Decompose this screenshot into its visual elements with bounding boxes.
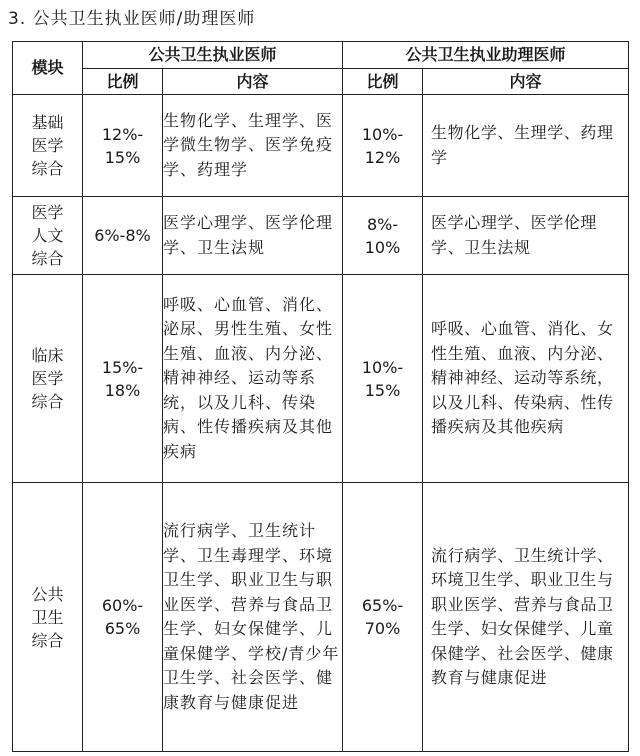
- assistant-content-cell: 医学心理学、医学伦理学、卫生法规: [423, 197, 629, 275]
- assistant-content-cell: 呼吸、心血管、消化、女性生殖、血液、内分泌、精神神经、运动等系统，以及儿科、传染病、性传播疾病及其他疾病: [423, 275, 629, 483]
- ratio-line: 12%-: [101, 124, 144, 144]
- module-line: 医学: [31, 369, 64, 388]
- ratio-line: 8%-: [366, 214, 399, 234]
- physician-content-cell: 生物化学、生理学、医学微生物学、医学免疫学、药理学: [163, 95, 343, 197]
- ratio-line: 12%: [364, 147, 401, 167]
- table-row: [13, 483, 629, 752]
- table-row: [13, 197, 629, 275]
- physician-ratio-cell: [83, 95, 163, 197]
- module-cell: [13, 197, 83, 275]
- header-physician: 公共卫生执业医师: [83, 42, 343, 69]
- ratio-line: 6%-8%: [94, 226, 151, 245]
- assistant-ratio-cell: [343, 275, 423, 483]
- ratio-line: 60%-: [101, 596, 144, 615]
- ratio-line: 70%: [364, 619, 401, 638]
- header-row-1: [13, 42, 629, 69]
- header-assistant-ratio: 比例: [343, 69, 423, 95]
- ratio-line: 10%-: [361, 124, 404, 144]
- module-line: 人文: [31, 226, 64, 245]
- module-line: 综合: [31, 249, 64, 268]
- header-physician-content: 内容: [163, 69, 343, 95]
- table-row: [13, 95, 629, 197]
- module-line: 综合: [31, 159, 64, 178]
- ratio-line: 15%-: [101, 357, 144, 377]
- header-row-2: [13, 69, 629, 95]
- physician-content-cell: 呼吸、心血管、消化、泌尿、男性生殖、女性生殖、血液、内分泌、精神神经、运动等系统，以及儿科、传染病、性传播疾病及其他疾病: [163, 275, 343, 483]
- ratio-line: 15%: [104, 147, 141, 167]
- module-cell: [13, 483, 83, 752]
- physician-content-cell: 医学心理学、医学伦理学、卫生法规: [163, 197, 343, 275]
- physician-content-cell: 流行病学、卫生统计学、卫生毒理学、环境卫生学、职业卫生与职业医学、营养与食品卫生学、妇女保健学、儿童保健学、学校/青少年卫生学、社会医学、健康教育与健康促进: [163, 483, 343, 752]
- ratio-line: 65%-: [361, 596, 404, 615]
- physician-ratio-cell: [83, 275, 163, 483]
- ratio-line: 10%-: [361, 357, 404, 377]
- module-line: 综合: [31, 630, 64, 650]
- assistant-ratio-cell: [343, 95, 423, 197]
- module-line: 卫生: [31, 607, 64, 627]
- ratio-line: 10%: [364, 237, 401, 257]
- physician-ratio-cell: [83, 483, 163, 752]
- assistant-ratio-cell: [343, 483, 423, 752]
- exam-content-table: [12, 41, 629, 752]
- header-assistant-content: 内容: [423, 69, 629, 95]
- ratio-line: 65%: [104, 619, 141, 638]
- module-cell: [13, 95, 83, 197]
- assistant-content-cell: 流行病学、卫生统计学、环境卫生学、职业卫生与职业医学、营养与食品卫生学、妇女保健学、儿童保健学、社会医学、健康教育与健康促进: [423, 483, 629, 752]
- header-module: 模块: [13, 42, 83, 95]
- header-assistant: 公共卫生执业助理医师: [343, 42, 629, 69]
- module-line: 医学: [31, 203, 64, 222]
- ratio-line: 18%: [104, 380, 141, 400]
- module-line: 临床: [31, 346, 64, 365]
- ratio-line: 15%: [364, 380, 401, 400]
- module-line: 公共: [31, 584, 64, 604]
- module-line: 综合: [31, 392, 64, 411]
- assistant-ratio-cell: [343, 197, 423, 275]
- table-row: [13, 275, 629, 483]
- physician-ratio-cell: [83, 197, 163, 275]
- page-title: 3. 公共卫生执业医师/助理医师: [8, 9, 256, 29]
- module-line: 医学: [31, 136, 64, 155]
- module-cell: [13, 275, 83, 483]
- assistant-content-cell: 生物化学、生理学、药理学: [423, 95, 629, 197]
- module-line: 基础: [31, 113, 64, 132]
- header-physician-ratio: 比例: [83, 69, 163, 95]
